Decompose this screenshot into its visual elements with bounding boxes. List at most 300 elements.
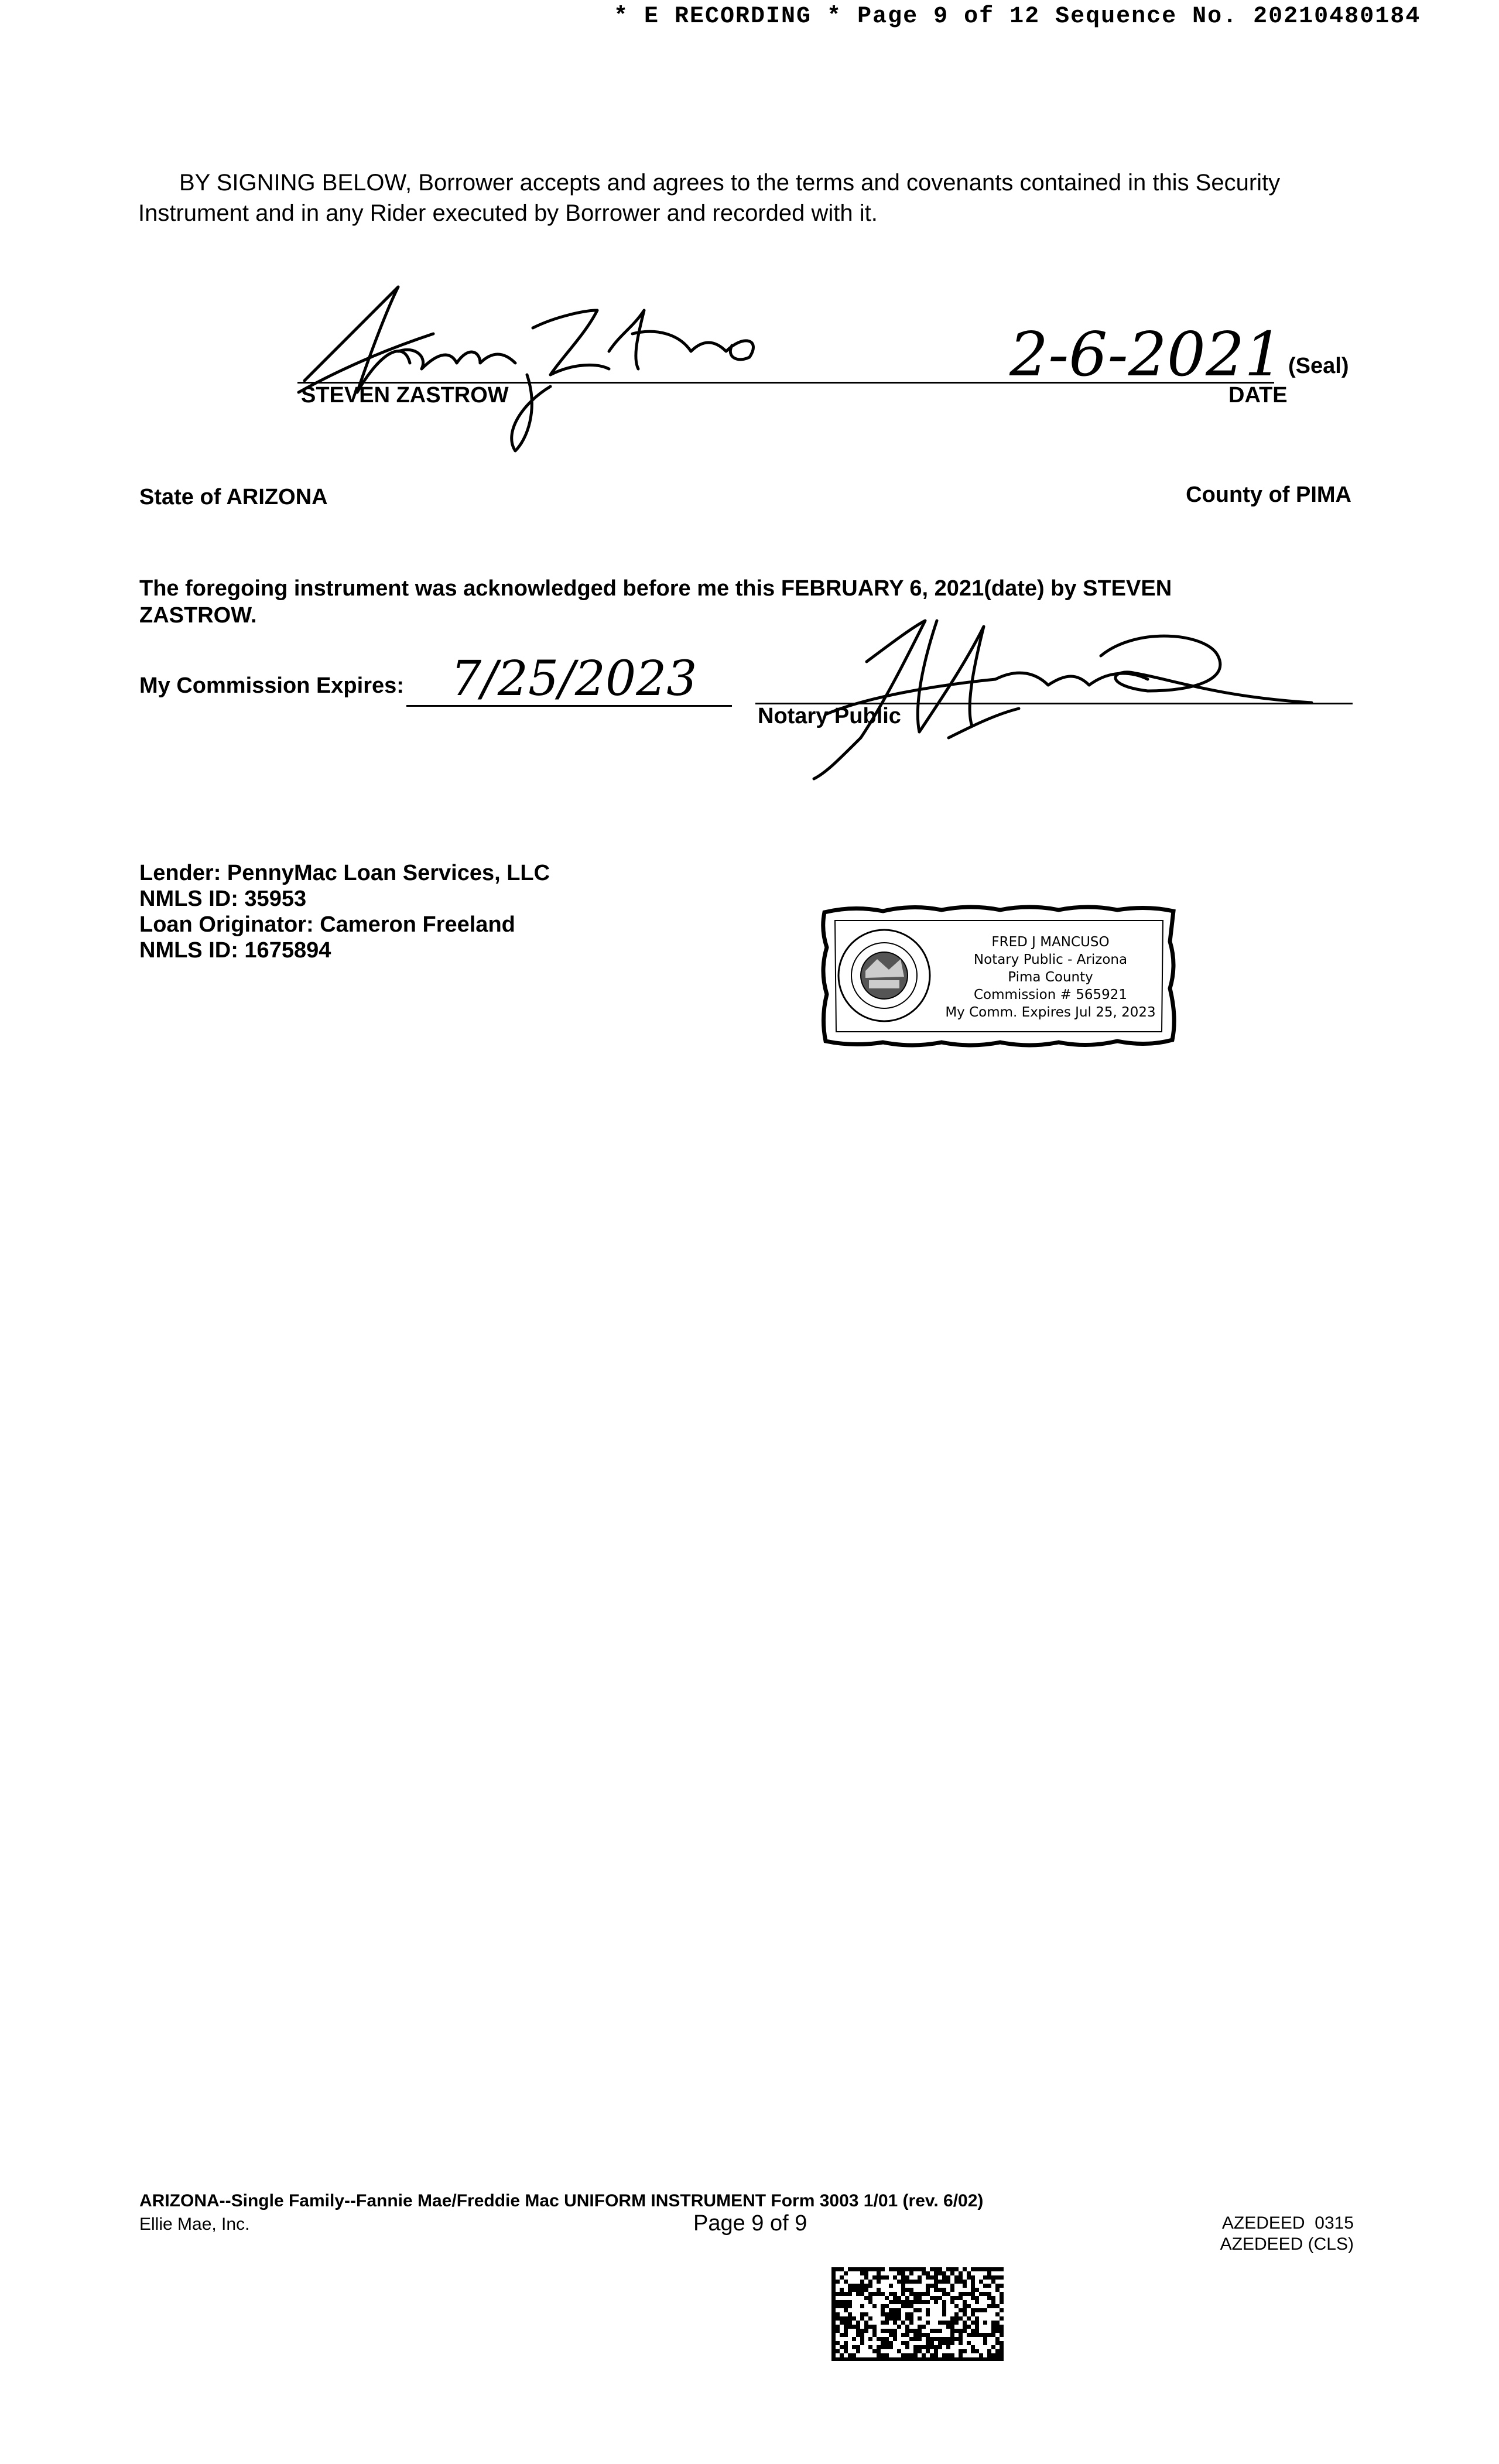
barcode-module <box>881 2321 885 2325</box>
barcode-module <box>938 2345 942 2349</box>
barcode-module <box>885 2341 889 2345</box>
barcode-module <box>852 2316 856 2321</box>
barcode-module <box>877 2275 881 2280</box>
barcode-module <box>971 2292 975 2296</box>
barcode-module <box>864 2312 868 2316</box>
barcode-module <box>877 2349 881 2353</box>
barcode-module <box>872 2325 877 2329</box>
barcode-module <box>946 2345 950 2349</box>
barcode-module <box>831 2296 836 2300</box>
barcode-module <box>905 2341 909 2345</box>
footer-code-2: AZEDEED (CLS) <box>1220 2234 1354 2254</box>
barcode-module <box>844 2357 848 2361</box>
barcode-module <box>848 2304 852 2308</box>
barcode-module <box>831 2345 836 2349</box>
barcode-module <box>934 2296 938 2300</box>
barcode-module <box>909 2300 913 2304</box>
barcode-module <box>840 2333 844 2337</box>
barcode-module <box>983 2284 987 2288</box>
barcode-module <box>885 2321 889 2325</box>
barcode-module <box>1000 2341 1004 2345</box>
barcode-module <box>930 2275 934 2280</box>
borrower-name: STEVEN ZASTROW <box>301 383 509 408</box>
barcode-module <box>868 2300 872 2304</box>
footer-form-title: ARIZONA--Single Family--Fannie Mae/Freddie Mac UNIFORM INSTRUMENT Form 3003 1/01 (rev. 6/02) <box>139 2191 984 2210</box>
barcode-module <box>930 2296 934 2300</box>
barcode-module <box>987 2333 991 2337</box>
barcode-module <box>885 2353 889 2357</box>
barcode-module <box>926 2345 930 2349</box>
barcode-module <box>922 2292 926 2296</box>
barcode-module <box>909 2337 913 2341</box>
barcode-module <box>901 2357 905 2361</box>
barcode-module <box>922 2357 926 2361</box>
lender-nmls: NMLS ID: 35953 <box>139 887 307 911</box>
barcode-module <box>918 2337 922 2341</box>
barcode-module <box>950 2296 954 2300</box>
datamatrix-barcode <box>831 2267 1004 2361</box>
barcode-module <box>967 2325 971 2329</box>
barcode-module <box>1000 2316 1004 2321</box>
barcode-module <box>918 2296 922 2300</box>
barcode-module <box>881 2292 885 2296</box>
barcode-module <box>881 2275 885 2280</box>
barcode-module <box>934 2280 938 2284</box>
barcode-module <box>926 2292 930 2296</box>
barcode-module <box>971 2296 975 2300</box>
barcode-module <box>967 2275 971 2280</box>
barcode-module <box>959 2271 963 2275</box>
barcode-module <box>897 2271 901 2275</box>
barcode-module <box>864 2271 868 2275</box>
barcode-module <box>848 2357 852 2361</box>
barcode-module <box>905 2288 909 2292</box>
barcode-module <box>877 2357 881 2361</box>
barcode-module <box>848 2312 852 2316</box>
barcode-module <box>889 2292 893 2296</box>
barcode-module <box>1000 2300 1004 2304</box>
barcode-module <box>889 2308 893 2312</box>
stamp-county: Pima County <box>1008 970 1093 985</box>
barcode-module <box>983 2321 987 2325</box>
stamp-commission: Commission # 565921 <box>973 987 1128 1002</box>
barcode-module <box>840 2275 844 2280</box>
barcode-module <box>877 2288 881 2292</box>
barcode-module <box>901 2292 905 2296</box>
barcode-module <box>831 2312 836 2316</box>
barcode-module <box>885 2296 889 2300</box>
barcode-module <box>942 2341 946 2345</box>
barcode-module <box>897 2357 901 2361</box>
barcode-module <box>885 2275 889 2280</box>
barcode-module <box>913 2353 918 2357</box>
barcode-module <box>954 2357 959 2361</box>
barcode-module <box>995 2349 1000 2353</box>
barcode-module <box>877 2353 881 2357</box>
barcode-module <box>959 2308 963 2312</box>
barcode-module <box>860 2316 864 2321</box>
barcode-module <box>836 2300 840 2304</box>
barcode-module <box>836 2325 840 2329</box>
barcode-module <box>995 2353 1000 2357</box>
barcode-module <box>897 2308 901 2312</box>
barcode-module <box>889 2284 893 2288</box>
barcode-module <box>860 2284 864 2288</box>
barcode-module <box>836 2349 840 2353</box>
county-label: County of PIMA <box>1186 482 1351 507</box>
barcode-module <box>1000 2308 1004 2312</box>
barcode-module <box>975 2300 979 2304</box>
barcode-module <box>897 2316 901 2321</box>
barcode-module <box>954 2267 959 2271</box>
barcode-module <box>909 2312 913 2316</box>
barcode-module <box>963 2280 967 2284</box>
barcode-module <box>918 2300 922 2304</box>
barcode-module <box>950 2325 954 2329</box>
barcode-module <box>938 2321 942 2325</box>
barcode-module <box>831 2280 836 2284</box>
barcode-module <box>975 2316 979 2321</box>
barcode-module <box>840 2345 844 2349</box>
barcode-module <box>868 2325 872 2329</box>
barcode-module <box>995 2304 1000 2308</box>
barcode-module <box>844 2308 848 2312</box>
barcode-module <box>831 2353 836 2357</box>
barcode-module <box>922 2345 926 2349</box>
barcode-module <box>885 2312 889 2316</box>
barcode-module <box>934 2337 938 2341</box>
barcode-module <box>909 2271 913 2275</box>
barcode-module <box>983 2267 987 2271</box>
barcode-module <box>938 2329 942 2333</box>
barcode-module <box>954 2275 959 2280</box>
barcode-module <box>856 2345 860 2349</box>
barcode-module <box>877 2271 881 2275</box>
barcode-module <box>881 2308 885 2312</box>
barcode-module <box>913 2329 918 2333</box>
barcode-module <box>942 2300 946 2304</box>
barcode-module <box>963 2308 967 2312</box>
barcode-module <box>967 2292 971 2296</box>
barcode-module <box>926 2275 930 2280</box>
barcode-module <box>860 2271 864 2275</box>
barcode-module <box>905 2325 909 2329</box>
barcode-module <box>889 2267 893 2271</box>
barcode-module <box>991 2325 995 2329</box>
seal-label: (Seal) <box>1288 354 1349 378</box>
barcode-module <box>889 2357 893 2361</box>
barcode-module <box>983 2337 987 2341</box>
barcode-module <box>897 2325 901 2329</box>
barcode-module <box>987 2349 991 2353</box>
barcode-module <box>1000 2349 1004 2353</box>
barcode-module <box>971 2275 975 2280</box>
barcode-module <box>959 2357 963 2361</box>
barcode-module <box>860 2357 864 2361</box>
barcode-module <box>950 2333 954 2337</box>
barcode-module <box>922 2271 926 2275</box>
barcode-module <box>983 2292 987 2296</box>
barcode-module <box>864 2329 868 2333</box>
barcode-module <box>844 2321 848 2325</box>
barcode-module <box>848 2288 852 2292</box>
barcode-module <box>831 2329 836 2333</box>
footer-page-number: Page 9 of 9 <box>693 2211 807 2236</box>
barcode-module <box>942 2357 946 2361</box>
barcode-module <box>844 2333 848 2337</box>
barcode-module <box>942 2353 946 2357</box>
barcode-module <box>897 2296 901 2300</box>
barcode-module <box>872 2349 877 2353</box>
acknowledgment-line-1: The foregoing instrument was acknowledged before me this FEBRUARY 6, 2021(date) by STEVEN <box>139 576 1172 601</box>
barcode-module <box>860 2337 864 2341</box>
barcode-module <box>1000 2353 1004 2357</box>
barcode-module <box>954 2312 959 2316</box>
barcode-module <box>991 2304 995 2308</box>
barcode-module <box>963 2349 967 2353</box>
barcode-module <box>909 2292 913 2296</box>
barcode-module <box>905 2304 909 2308</box>
barcode-module <box>995 2312 1000 2316</box>
barcode-module <box>987 2357 991 2361</box>
barcode-module <box>844 2329 848 2333</box>
barcode-module <box>946 2337 950 2341</box>
barcode-module <box>868 2337 872 2341</box>
barcode-module <box>995 2325 1000 2329</box>
barcode-module <box>991 2296 995 2300</box>
barcode-module <box>836 2312 840 2316</box>
barcode-module <box>909 2280 913 2284</box>
barcode-module <box>963 2321 967 2325</box>
barcode-module <box>848 2292 852 2296</box>
barcode-module <box>905 2280 909 2284</box>
barcode-module <box>893 2275 897 2280</box>
barcode-module <box>995 2284 1000 2288</box>
barcode-module <box>872 2275 877 2280</box>
barcode-module <box>946 2353 950 2357</box>
barcode-module <box>995 2275 1000 2280</box>
barcode-module <box>975 2308 979 2312</box>
barcode-module <box>995 2329 1000 2333</box>
barcode-module <box>995 2288 1000 2292</box>
barcode-module <box>831 2325 836 2329</box>
barcode-module <box>909 2316 913 2321</box>
barcode-module <box>856 2329 860 2333</box>
barcode-module <box>942 2292 946 2296</box>
barcode-module <box>926 2300 930 2304</box>
barcode-module <box>926 2333 930 2337</box>
barcode-module <box>1000 2329 1004 2333</box>
barcode-module <box>893 2337 897 2341</box>
barcode-module <box>909 2353 913 2357</box>
recording-header: * E RECORDING * Page 9 of 12 Sequence No. 20210480184 <box>614 4 1421 30</box>
barcode-module <box>983 2341 987 2345</box>
barcode-module <box>877 2280 881 2284</box>
barcode-module <box>995 2357 1000 2361</box>
barcode-module <box>975 2357 979 2361</box>
barcode-module <box>881 2329 885 2333</box>
barcode-module <box>991 2300 995 2304</box>
barcode-module <box>897 2267 901 2271</box>
barcode-module <box>877 2345 881 2349</box>
barcode-module <box>889 2312 893 2316</box>
barcode-module <box>831 2308 836 2312</box>
barcode-module <box>860 2304 864 2308</box>
barcode-module <box>856 2349 860 2353</box>
barcode-module <box>918 2292 922 2296</box>
barcode-module <box>852 2267 856 2271</box>
barcode-module <box>844 2271 848 2275</box>
barcode-module <box>942 2280 946 2284</box>
barcode-module <box>918 2333 922 2337</box>
barcode-module <box>844 2304 848 2308</box>
barcode-module <box>942 2288 946 2292</box>
barcode-module <box>971 2329 975 2333</box>
barcode-module <box>868 2296 872 2300</box>
barcode-module <box>872 2329 877 2333</box>
barcode-module <box>905 2333 909 2337</box>
barcode-module <box>959 2292 963 2296</box>
barcode-module <box>979 2292 983 2296</box>
barcode-module <box>991 2321 995 2325</box>
barcode-module <box>950 2357 954 2361</box>
barcode-module <box>905 2275 909 2280</box>
barcode-module <box>938 2357 942 2361</box>
barcode-module <box>844 2292 848 2296</box>
barcode-module <box>913 2345 918 2349</box>
barcode-module <box>963 2304 967 2308</box>
barcode-module <box>881 2357 885 2361</box>
barcode-module <box>979 2357 983 2361</box>
barcode-module <box>926 2337 930 2341</box>
barcode-module <box>885 2337 889 2341</box>
originator-nmls: NMLS ID: 1675894 <box>139 938 331 963</box>
barcode-module <box>840 2292 844 2296</box>
barcode-module <box>938 2341 942 2345</box>
barcode-module <box>860 2329 864 2333</box>
barcode-module <box>909 2329 913 2333</box>
barcode-module <box>831 2300 836 2304</box>
barcode-module <box>954 2280 959 2284</box>
barcode-module <box>852 2353 856 2357</box>
barcode-module <box>864 2321 868 2325</box>
barcode-module <box>836 2292 840 2296</box>
barcode-module <box>995 2337 1000 2341</box>
barcode-module <box>836 2329 840 2333</box>
barcode-module <box>881 2341 885 2345</box>
barcode-module <box>959 2329 963 2333</box>
loan-originator: Loan Originator: Cameron Freeland <box>139 912 515 937</box>
barcode-module <box>885 2345 889 2349</box>
barcode-module <box>963 2292 967 2296</box>
barcode-module <box>991 2280 995 2284</box>
barcode-module <box>901 2284 905 2288</box>
barcode-module <box>852 2345 856 2349</box>
barcode-module <box>975 2267 979 2271</box>
barcode-module <box>868 2345 872 2349</box>
barcode-module <box>831 2288 836 2292</box>
state-label: State of ARIZONA <box>139 485 328 509</box>
barcode-module <box>942 2337 946 2341</box>
barcode-module <box>950 2284 954 2288</box>
barcode-module <box>885 2357 889 2361</box>
stamp-notary-name: FRED J MANCUSO <box>991 935 1110 950</box>
barcode-module <box>909 2267 913 2271</box>
barcode-module <box>926 2288 930 2292</box>
barcode-module <box>938 2288 942 2292</box>
barcode-module <box>950 2300 954 2304</box>
barcode-module <box>938 2296 942 2300</box>
barcode-module <box>918 2280 922 2284</box>
barcode-module <box>893 2329 897 2333</box>
barcode-module <box>852 2284 856 2288</box>
barcode-module <box>860 2341 864 2345</box>
barcode-module <box>946 2267 950 2271</box>
barcode-module <box>893 2316 897 2321</box>
barcode-module <box>991 2345 995 2349</box>
barcode-module <box>844 2325 848 2329</box>
barcode-module <box>930 2267 934 2271</box>
barcode-module <box>991 2329 995 2333</box>
barcode-module <box>856 2292 860 2296</box>
barcode-module <box>893 2292 897 2296</box>
barcode-module <box>860 2333 864 2337</box>
barcode-module <box>950 2271 954 2275</box>
barcode-module <box>946 2280 950 2284</box>
barcode-module <box>877 2292 881 2296</box>
barcode-module <box>868 2284 872 2288</box>
barcode-module <box>1000 2284 1004 2288</box>
barcode-module <box>831 2349 836 2353</box>
barcode-module <box>971 2284 975 2288</box>
barcode-module <box>893 2357 897 2361</box>
barcode-module <box>967 2341 971 2345</box>
barcode-module <box>946 2357 950 2361</box>
barcode-module <box>959 2296 963 2300</box>
barcode-module <box>848 2321 852 2325</box>
barcode-module <box>893 2321 897 2325</box>
barcode-module <box>885 2304 889 2308</box>
arizona-seal <box>839 930 930 1021</box>
barcode-module <box>918 2267 922 2271</box>
barcode-module <box>959 2275 963 2280</box>
barcode-module <box>872 2267 877 2271</box>
barcode-module <box>848 2325 852 2329</box>
notary-signature <box>691 609 1335 796</box>
barcode-module <box>913 2296 918 2300</box>
barcode-module <box>975 2333 979 2337</box>
barcode-module <box>930 2341 934 2345</box>
barcode-module <box>881 2345 885 2349</box>
barcode-module <box>905 2353 909 2357</box>
barcode-module <box>905 2300 909 2304</box>
barcode-module <box>938 2267 942 2271</box>
barcode-module <box>930 2357 934 2361</box>
barcode-module <box>942 2271 946 2275</box>
barcode-module <box>995 2341 1000 2345</box>
barcode-module <box>868 2280 872 2284</box>
barcode-module <box>844 2300 848 2304</box>
barcode-module <box>959 2337 963 2341</box>
barcode-module <box>831 2304 836 2308</box>
barcode-module <box>926 2321 930 2325</box>
barcode-module <box>901 2300 905 2304</box>
barcode-module <box>831 2333 836 2337</box>
barcode-module <box>840 2353 844 2357</box>
barcode-module <box>963 2300 967 2304</box>
barcode-module <box>860 2267 864 2271</box>
barcode-module <box>959 2353 963 2357</box>
